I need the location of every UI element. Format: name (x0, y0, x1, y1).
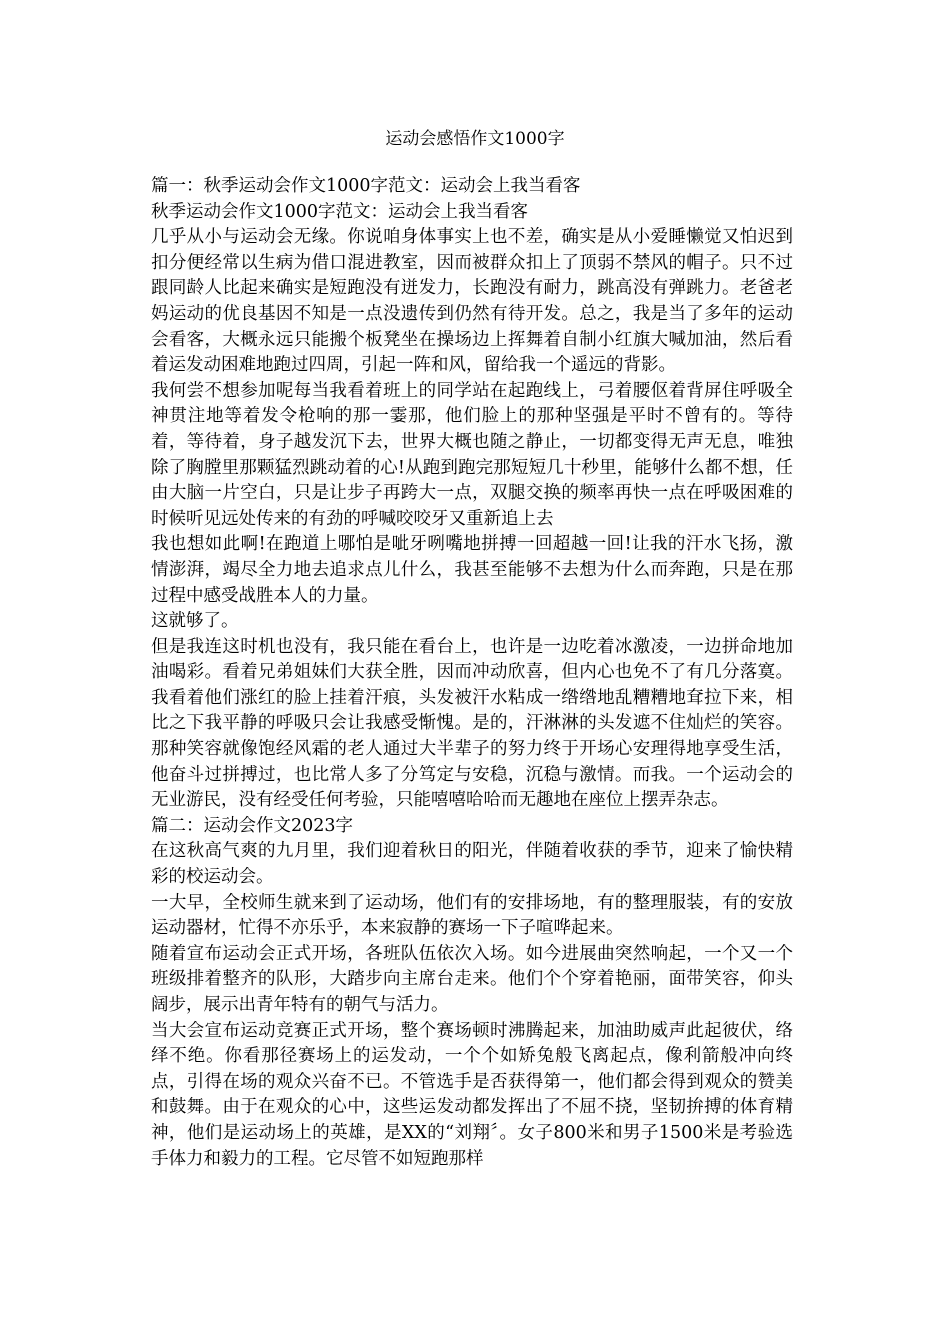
body-paragraph: 我何尝不想参加呢每当我看着班上的同学站在起跑线上，弓着腰伛着背屏住呼吸全神贯注地等着发令枪响的那一霎那，他们脸上的那种坚强是平时不曾有的。等待着，等待着，身子越发沉下去，世界大概也随之静止，一切都变得无声无息，唯独除了胸膛里那颗猛烈跳动着的心!从跑到跑完那短短几十秒里，能够什么都不想，任由大脑一片空白，只是让步子再跨大一点，双腿交换的频率再快一点在呼吸困难的时候听见远处传来的有劲的呼喊咬咬牙又重新追上去 (151, 380, 793, 529)
document-title: 运动会感悟作文1000字 (385, 129, 565, 149)
body-paragraph: 随着宣布运动会正式开场，各班队伍依次入场。如今进展曲突然响起，一个又一个班级排着整齐的队形，大踏步向主席台走来。他们个个穿着艳丽，面带笑容，仰头阔步，展示出青年特有的朝气与活力。 (151, 943, 793, 1015)
body-paragraph: 我也想如此啊!在跑道上哪怕是呲牙咧嘴地拼搏一回超越一回!让我的汗水飞扬，激情澎湃，竭尽全力地去追求点儿什么，我甚至能够不去想为什么而奔跑，只是在那过程中感受战胜本人的力量。 (151, 534, 793, 606)
body-paragraph: 在这秋高气爽的九月里，我们迎着秋日的阳光，伴随着收获的季节，迎来了愉快精彩的校运动会。 (151, 841, 793, 888)
body-paragraph: 几乎从小与运动会无缘。你说咱身体事实上也不差，确实是从小爱睡懒觉又怕迟到扣分便经常以生病为借口混进教室，因而被群众扣上了顶弱不禁风的帽子。只不过跟同龄人比起来确实是短跑没有迸发力，长跑没有耐力，跳高没有弹跳力。老爸老妈运动的优良基因不知是一点没遗传到仍然有待开发。总之，我是当了多年的运动会看客，大概永远只能搬个板凳坐在操场边上挥舞着自制小红旗大喊加油，然后看着运发动困难地跑过四周，引起一阵和风，留给我一个遥远的背影。 (151, 227, 793, 376)
document-body (151, 174, 793, 1172)
section-heading: 篇二：运动会作文2023字 (151, 815, 354, 836)
article-title: 秋季运动会作文1000字范文：运动会上我当看客 (151, 201, 529, 222)
section-heading: 篇一：秋季运动会作文1000字范文：运动会上我当看客 (151, 176, 581, 196)
body-paragraph: 这就够了。 (151, 611, 239, 632)
body-paragraph: 当大会宣布运动竞赛正式开场，整个赛场顿时沸腾起来，加油助威声此起彼伏，络绎不绝。你看那径赛场上的运发动，一个个如矫兔般飞离起点，像利箭般冲向终点，引得在场的观众兴奋不已。不管选手是否获得第一，他们都会得到观众的赞美和鼓舞。由于在观众的心中，这些运发动都发挥出了不屈不挠，坚韧拚搏的体育精神，他们是运动场上的英雄，是XX的“刘翔〞。女子800米和男子1500米是考验选手体力和毅力的工程。它尽管不如短跑那样 (151, 1020, 793, 1169)
body-paragraph: 一大早，全校师生就来到了运动场，他们有的安排场地，有的整理服装，有的安放运动器材，忙得不亦乐乎，本来寂静的赛场一下子喧哗起来。 (151, 892, 793, 939)
body-paragraph: 但是我连这时机也没有，我只能在看台上，也许是一边吃着冰激凌，一边拼命地加油喝彩。看着兄弟姐妹们大获全胜，因而冲动欣喜，但内心也免不了有几分落寞。我看着他们涨红的脸上挂着汗痕，头发被汗水粘成一绺绺地乱糟糟地耷拉下来，相比之下我平静的呼吸只会让我感受惭愧。是的，汗淋淋的头发遮不住灿烂的笑容。那种笑容就像饱经风霜的老人通过大半辈子的努力终于开场心安理得地享受生活，他奋斗过拼搏过，也比常人多了分笃定与安稳，沉稳与激情。而我。一个运动会的无业游民，没有经受任何考验，只能嘻嘻哈哈而无趣地在座位上摆弄杂志。 (151, 636, 793, 811)
